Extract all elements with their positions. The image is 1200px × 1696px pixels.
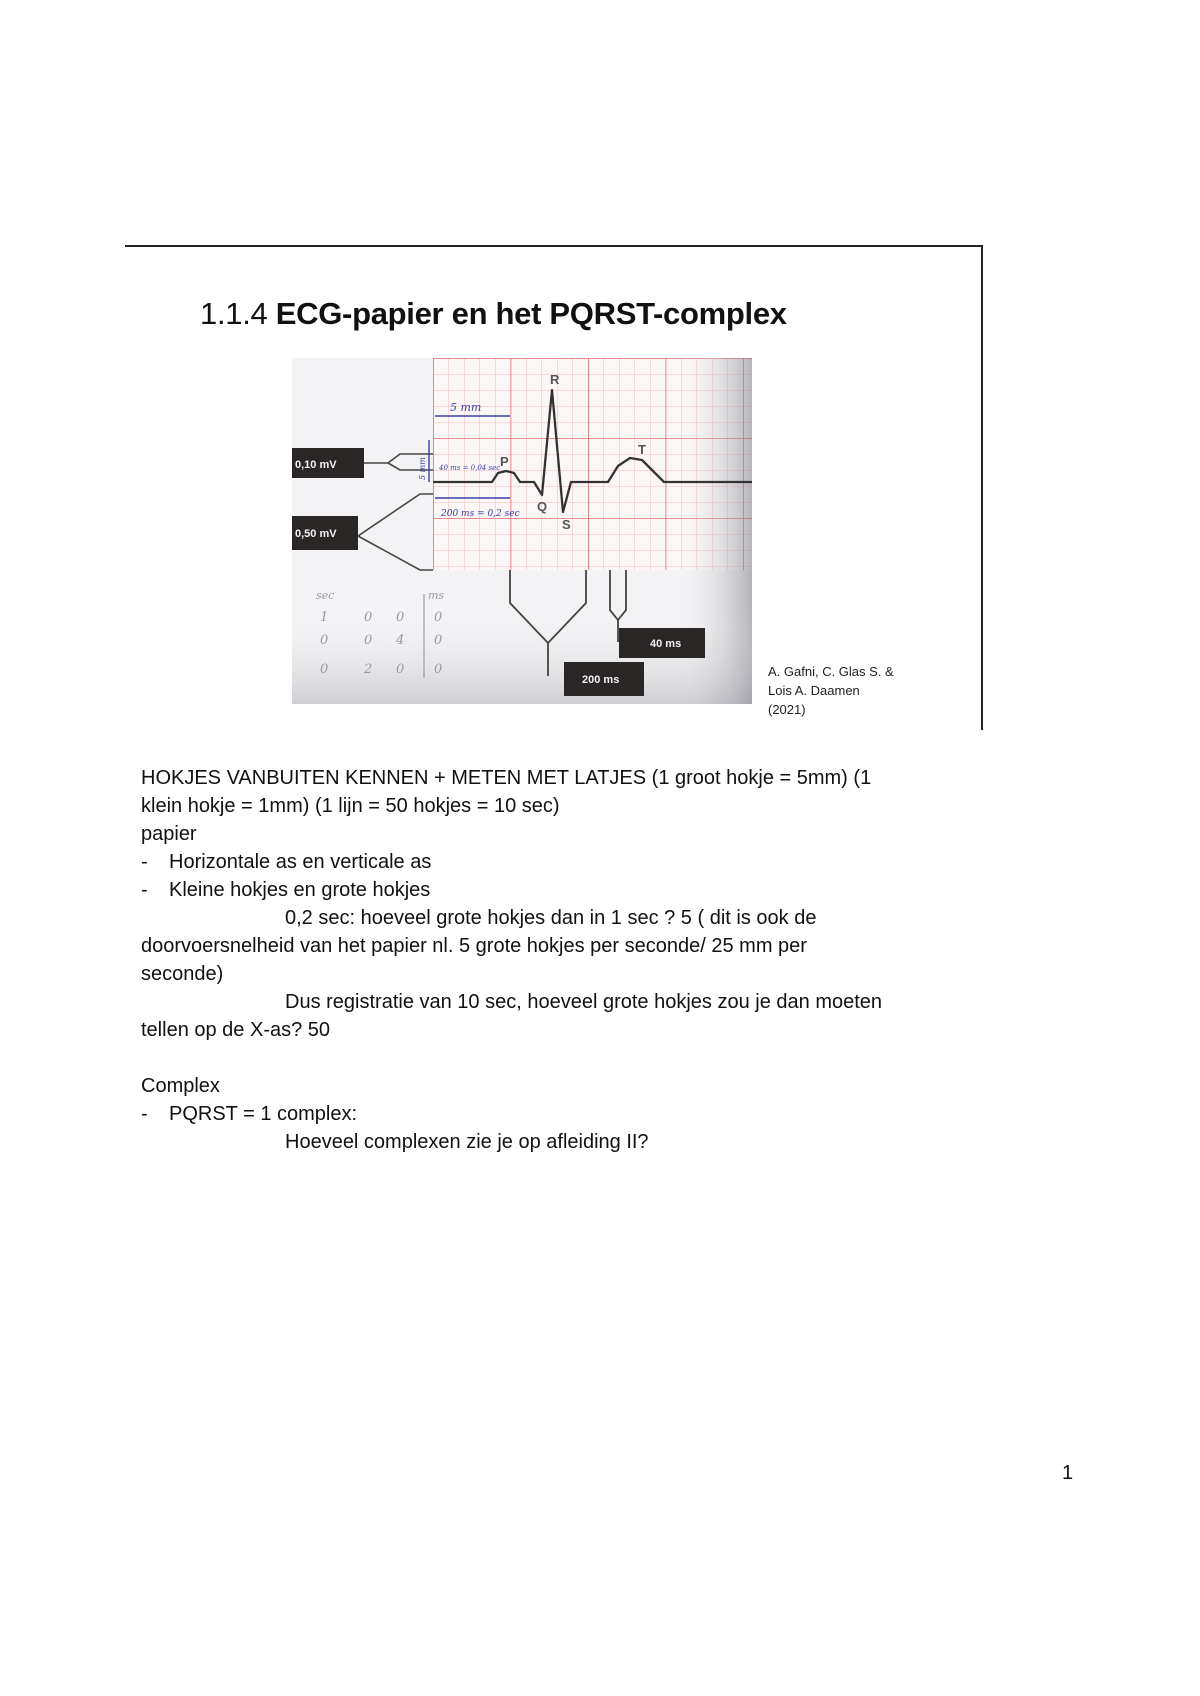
ecg-paper-photo [292, 358, 752, 704]
wave-label-r: R [550, 372, 560, 387]
hw-cell: 0 [434, 610, 443, 625]
notes-bullet [141, 848, 981, 876]
hw-col-header-ms: ms [428, 589, 445, 602]
bullet-text: PQRST = 1 complex: [169, 1103, 358, 1125]
hw-cell: 0 [396, 610, 405, 625]
hw-cell: 0 [320, 662, 329, 677]
bullet-dash: - [141, 851, 148, 873]
hw-200ms: 200 ms = 0,2 sec [441, 509, 520, 519]
title-number: 1.1.4 [200, 296, 268, 331]
hw-cell: 0 [320, 633, 329, 648]
hw-5mm-vertical: 5 mm [418, 457, 427, 480]
notes-line: papier [141, 823, 197, 845]
credit-line: (2021) [768, 702, 806, 717]
wave-label-q: Q [537, 499, 548, 514]
page-title [200, 296, 787, 332]
hw-cell: 4 [396, 633, 405, 648]
notes-line: seconde) [141, 963, 224, 985]
hw-cell: 2 [364, 662, 373, 677]
hw-cell: 0 [364, 610, 373, 625]
slide-frame-top [125, 245, 983, 247]
notes-bullet [141, 1100, 981, 1128]
label-200ms: 200 ms [582, 674, 620, 686]
notes-body [141, 764, 981, 1156]
wave-label-p: P [500, 454, 509, 469]
bullet-text: Horizontale as en verticale as [169, 851, 432, 873]
hw-cell: 0 [434, 633, 443, 648]
page-number: 1 [1062, 1462, 1074, 1484]
hw-col-header-sec: sec [316, 589, 335, 602]
bullet-dash: - [141, 879, 148, 901]
bullet-dash: - [141, 1103, 148, 1125]
credit-line: Lois A. Daamen [768, 683, 860, 698]
notes-line: doorvoersnelheid van het papier nl. 5 grote hokjes per seconde/ 25 mm per [141, 935, 807, 957]
label-0-10mv: 0,10 mV [295, 459, 337, 471]
hw-cell: 0 [434, 662, 443, 677]
notes-spacer [141, 1044, 981, 1072]
notes-line: Complex [141, 1075, 220, 1097]
hw-5mm: 5 mm [450, 401, 482, 414]
wave-label-t: T [638, 442, 646, 457]
notes-line: klein hokje = 1mm) (1 lijn = 50 hokjes = 10 sec) [141, 795, 560, 817]
hw-cell: 0 [364, 633, 373, 648]
hw-cell: 1 [320, 610, 329, 625]
figure-credit [768, 662, 894, 719]
notes-indented-line: Hoeveel complexen zie je op afleiding II? [285, 1131, 649, 1153]
slide-frame-right [981, 245, 983, 730]
bullet-text: Kleine hokjes en grote hokjes [169, 879, 431, 901]
notes-indented-line: 0,2 sec: hoeveel grote hokjes dan in 1 sec ? 5 ( dit is ook de [285, 907, 817, 929]
credit-line: A. Gafni, C. Glas S. & [768, 664, 894, 679]
notes-bullet [141, 876, 981, 904]
notes-line: HOKJES VANBUITEN KENNEN + METEN MET LATJES (1 groot hokje = 5mm) (1 [141, 767, 872, 789]
notes-line: tellen op de X-as? 50 [141, 1019, 331, 1041]
title-text: ECG-papier en het PQRST-complex [275, 296, 787, 331]
label-40ms: 40 ms [650, 638, 682, 650]
wave-label-s: S [562, 517, 571, 532]
hw-40ms: 40 ms = 0,04 sec [439, 464, 501, 472]
label-0-50mv: 0,50 mV [295, 528, 337, 540]
hw-cell: 0 [396, 662, 405, 677]
notes-indented-line: Dus registratie van 10 sec, hoeveel grote hokjes zou je dan moeten [285, 991, 883, 1013]
